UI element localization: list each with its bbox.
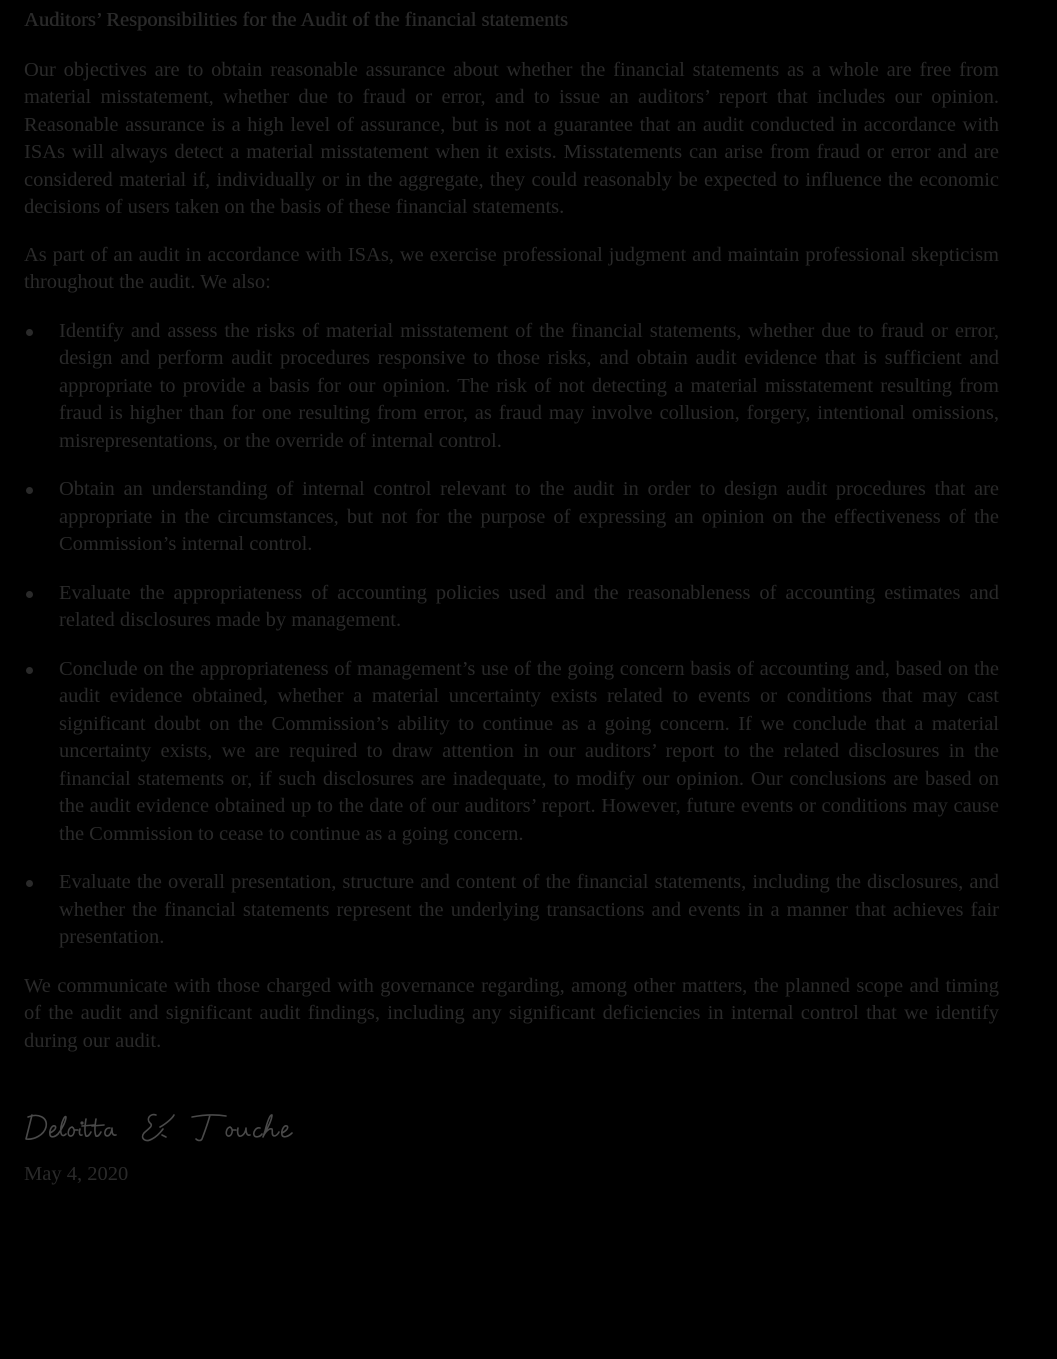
list-item-text: Evaluate the overall presentation, structure and content of the financial statements, including the disclosures, and whether the financial statements represent the underlying transactions and events in a manner that achieves fair presentation. [59, 871, 999, 948]
list-item-text: Obtain an understanding of internal control relevant to the audit in order to design audit procedures that are appropriate in the circumstances, but not for the purpose of expressing an opinion on the effectiveness of the Commission’s internal control. [59, 478, 999, 555]
list-item [24, 476, 999, 559]
list-item-text: Identify and assess the risks of material misstatement of the financial statements, whether due to fraud or error, design and perform audit procedures responsive to those risks, and obtain audit evidence that is sufficient and appropriate to provide a basis for our opinion. The risk of not detecting a material misstatement resulting from fraud is higher than for one resulting from error, as fraud may involve collusion, forgery, intentional omissions, misrepresentations, or the override of internal control. [59, 319, 999, 452]
objectives-paragraph: Our objectives are to obtain reasonable assurance about whether the financial statements as a whole are free from material misstatement, whether due to fraud or error, and to issue an auditors’ report that includes our opinion. Reasonable assurance is a high level of assurance, but is not a guarantee that an audit conducted in accordance with ISAs will always detect a material misstatement when it exists. Misstatements can arise from fraud or error and are considered material if, individually or in the aggregate, they could reasonably be expected to influence the economic decisions of users taken on the basis of these financial statements. [24, 58, 999, 218]
bullet-icon [26, 329, 33, 336]
list-item [24, 656, 999, 849]
bullet-icon [26, 591, 33, 598]
list-item [24, 318, 999, 456]
bullet-icon [26, 667, 33, 674]
list-item [24, 580, 999, 635]
bullet-icon [26, 880, 33, 887]
section-heading: Auditors’ Responsibilities for the Audit of the financial statements [24, 9, 568, 31]
list-item [24, 869, 999, 952]
handwritten-signature-icon [24, 1107, 314, 1147]
bullet-icon [26, 487, 33, 494]
responsibilities-list [24, 318, 999, 952]
report-date: May 4, 2020 [24, 1163, 129, 1185]
list-item-text: Conclude on the appropriateness of management’s use of the going concern basis of accounting and, based on the audit evidence obtained, whether a material uncertainty exists related to events or conditions that may cast significant doubt on the Commission’s ability to continue as a going concern. If we conclude that a material uncertainty exists, we are required to draw attention in our auditors’ report to the related disclosures in the financial statements or, if such disclosures are inadequate, to modify our opinion. Our conclusions are based on the audit evidence obtained up to the date of our auditors’ report. However, future events or conditions may cause the Commission to cease to continue as a going concern. [59, 657, 999, 845]
as-part-paragraph: As part of an audit in accordance with ISAs, we exercise professional judgment and maintain professional skepticism throughout the audit. We also: [24, 243, 999, 293]
signature-image [24, 1107, 999, 1147]
list-item-text: Evaluate the appropriateness of accounting policies used and the reasonableness of accounting estimates and related disclosures made by management. [59, 581, 999, 631]
communicate-paragraph: We communicate with those charged with governance regarding, among other matters, the planned scope and timing of the audit and significant audit findings, including any significant deficiencies in internal control that we identify during our audit. [24, 974, 999, 1052]
